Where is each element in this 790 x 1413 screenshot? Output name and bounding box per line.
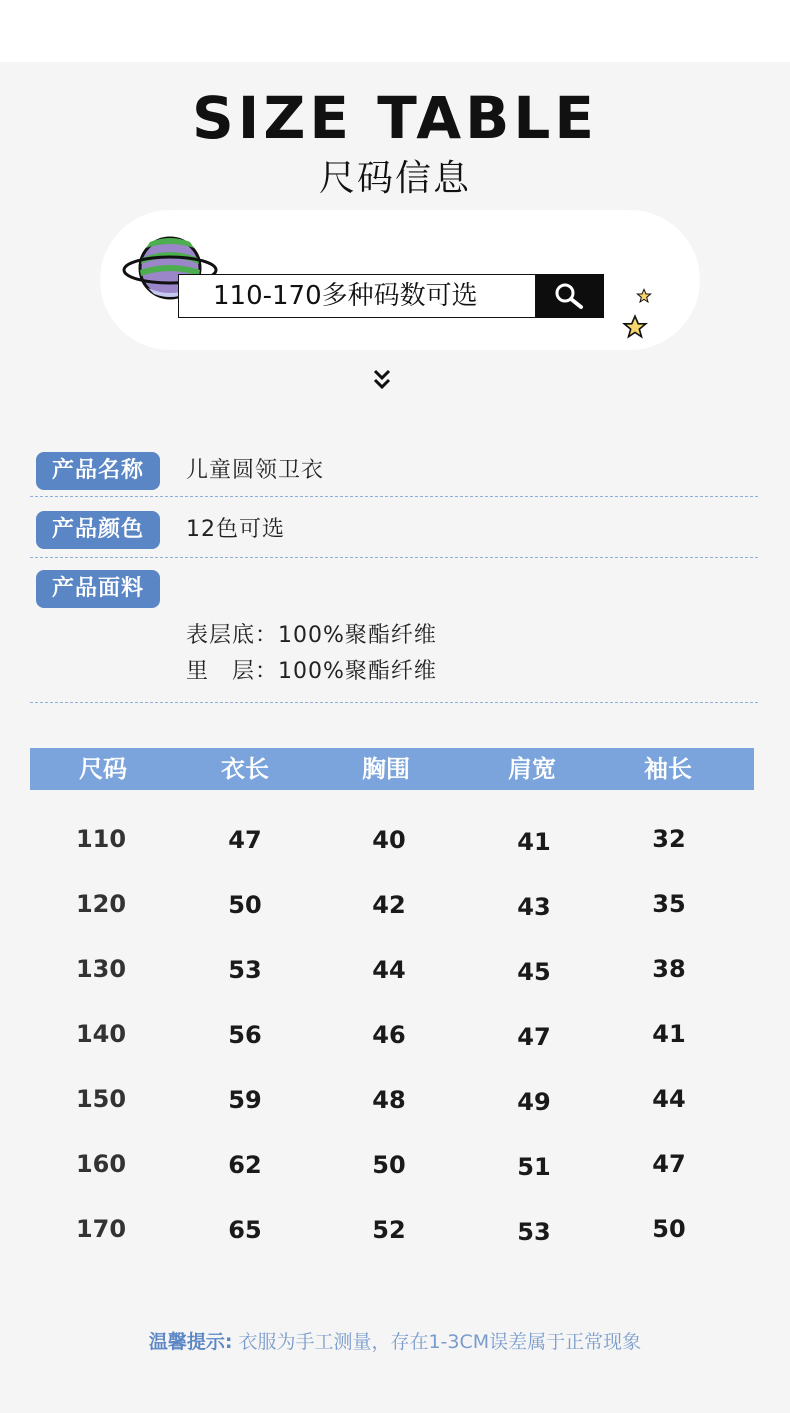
large-star-icon: [622, 314, 648, 340]
cell-chest: 46: [372, 1021, 406, 1049]
warm-tip: [0, 1327, 790, 1354]
cell-shoulder: 49: [517, 1088, 551, 1116]
cell-shoulder: 45: [517, 958, 551, 986]
cell-sleeve: 35: [652, 890, 686, 918]
cell-sleeve: 32: [652, 825, 686, 853]
col-header-shoulder: 肩宽: [508, 755, 556, 783]
search-button[interactable]: [536, 274, 604, 318]
warm-tip-label: 温馨提示:: [148, 1331, 233, 1353]
cell-size: 150: [75, 1085, 127, 1113]
product-color-label: 产品颜色: [36, 511, 160, 549]
material-inner-layer: 里 层：100%聚酯纤维: [186, 659, 437, 684]
warm-tip-text: 衣服为手工测量，存在1-3CM误差属于正常现象: [238, 1331, 642, 1353]
chevron-down-icon: [372, 368, 392, 392]
cell-chest: 48: [372, 1086, 406, 1114]
cell-length: 62: [228, 1151, 262, 1179]
material-outer-layer: 表层底：100%聚酯纤维: [186, 623, 437, 648]
cell-shoulder: 51: [517, 1153, 551, 1181]
cell-size: 110: [75, 825, 127, 853]
cell-shoulder: 43: [517, 893, 551, 921]
cell-length: 56: [228, 1021, 262, 1049]
product-name-label: 产品名称: [36, 452, 160, 490]
cell-shoulder: 41: [517, 828, 551, 856]
product-material-label: 产品面料: [36, 570, 160, 608]
col-header-size: 尺码: [79, 755, 127, 783]
divider: [30, 557, 758, 558]
cell-sleeve: 47: [652, 1150, 686, 1178]
cell-length: 50: [228, 891, 262, 919]
cell-chest: 40: [372, 826, 406, 854]
cell-shoulder: 47: [517, 1023, 551, 1051]
cell-chest: 42: [372, 891, 406, 919]
cell-size: 140: [75, 1020, 127, 1048]
cell-size: 170: [75, 1215, 127, 1243]
cell-sleeve: 44: [652, 1085, 686, 1113]
cell-chest: 52: [372, 1216, 406, 1244]
cell-sleeve: 38: [652, 955, 686, 983]
cell-length: 53: [228, 956, 262, 984]
cell-chest: 44: [372, 956, 406, 984]
cell-sleeve: 41: [652, 1020, 686, 1048]
product-color-value: 12色可选: [186, 517, 285, 542]
magnifier-icon: [553, 281, 587, 311]
cell-size: 130: [75, 955, 127, 983]
col-header-length: 衣长: [221, 755, 269, 783]
cell-sleeve: 50: [652, 1215, 686, 1243]
cell-shoulder: 53: [517, 1218, 551, 1246]
small-star-icon: [636, 288, 652, 304]
cell-length: 65: [228, 1216, 262, 1244]
divider: [30, 702, 758, 703]
cell-size: 120: [75, 890, 127, 918]
search-field: 110-170多种码数可选: [178, 274, 536, 318]
page-title-en: SIZE TABLE: [192, 84, 598, 152]
cell-length: 47: [228, 826, 262, 854]
cell-size: 160: [75, 1150, 127, 1178]
cell-length: 59: [228, 1086, 262, 1114]
size-table-header: [30, 748, 754, 790]
page-title-cn: 尺码信息: [318, 158, 471, 199]
col-header-chest: 胸围: [362, 755, 410, 783]
cell-chest: 50: [372, 1151, 406, 1179]
product-name-value: 儿童圆领卫衣: [186, 458, 325, 483]
col-header-sleeve: 袖长: [644, 755, 692, 783]
divider: [30, 496, 758, 497]
